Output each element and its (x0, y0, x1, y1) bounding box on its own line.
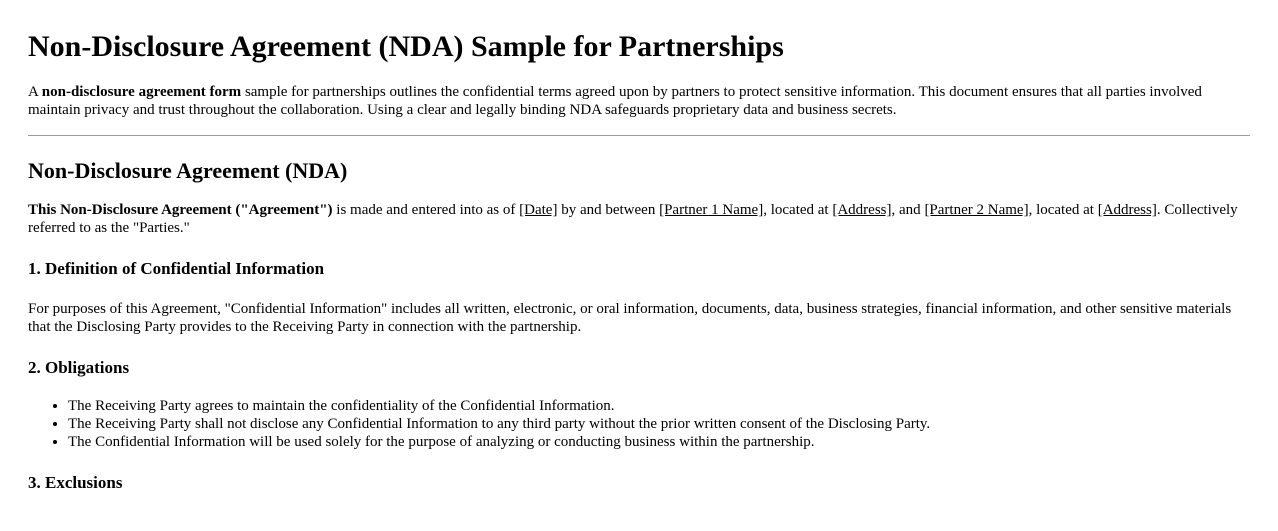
partner-1-placeholder: [Partner 1 Name] (659, 202, 764, 218)
agreement-paragraph (28, 201, 1250, 237)
list-item: • The Receiving Party shall not disclose any Confidential Information to any third party without the prior written consent of the Disclosing Party. (68, 415, 1250, 433)
intro-bold-term: non-disclosure agreement form (41, 84, 242, 100)
agreement-text-6: . Collectively referred to as the "Parties." (28, 202, 1238, 236)
intro-suffix: sample for partnerships outlines the confidential terms agreed upon by partners to protect sensitive information. This document ensures that all parties involved maintain privacy and trust throughout the collaboration. Using a clear and legally binding NDA safeguards proprietary data and business secrets. (28, 84, 1202, 118)
obligations-list (28, 397, 1250, 451)
section-definition-heading: 1. Definition of Confidential Information (28, 259, 325, 278)
partner-2-placeholder: [Partner 2 Name] (924, 202, 1029, 218)
agreement-text-4: , and (891, 202, 925, 218)
page-title: Non-Disclosure Agreement (NDA) Sample for Partnerships (28, 30, 784, 63)
agreement-text-5: , located at (1028, 202, 1098, 218)
address-2-placeholder: [Address] (1097, 202, 1157, 218)
agreement-text-1: is made and entered into as of (332, 202, 520, 218)
section-exclusions-heading: 3. Exclusions (28, 473, 123, 492)
intro-paragraph (28, 83, 1250, 119)
agreement-lead: This Non-Disclosure Agreement ("Agreement") (28, 202, 333, 218)
list-item: • The Confidential Information will be used solely for the purpose of analyzing or conducting business within the partnership. (68, 433, 1250, 451)
section-obligations-heading: 2. Obligations (28, 358, 130, 377)
divider (28, 135, 1250, 136)
agreement-heading: Non-Disclosure Agreement (NDA) (28, 158, 348, 183)
date-placeholder: [Date] (519, 202, 558, 218)
agreement-text-2: by and between (557, 202, 660, 218)
agreement-text-3: , located at (763, 202, 833, 218)
list-item: • The Receiving Party agrees to maintain the confidentiality of the Confidential Information. (68, 397, 1250, 415)
address-1-placeholder: [Address] (832, 202, 892, 218)
section-definition-text: For purposes of this Agreement, "Confidential Information" includes all written, electronic, or oral information, documents, data, business strategies, financial information, and other sensitive materials that the Disclosing Party provides to the Receiving Party in connection with the partnership. (28, 301, 1232, 335)
intro-prefix: A (28, 84, 42, 100)
document-page (0, 30, 1278, 493)
